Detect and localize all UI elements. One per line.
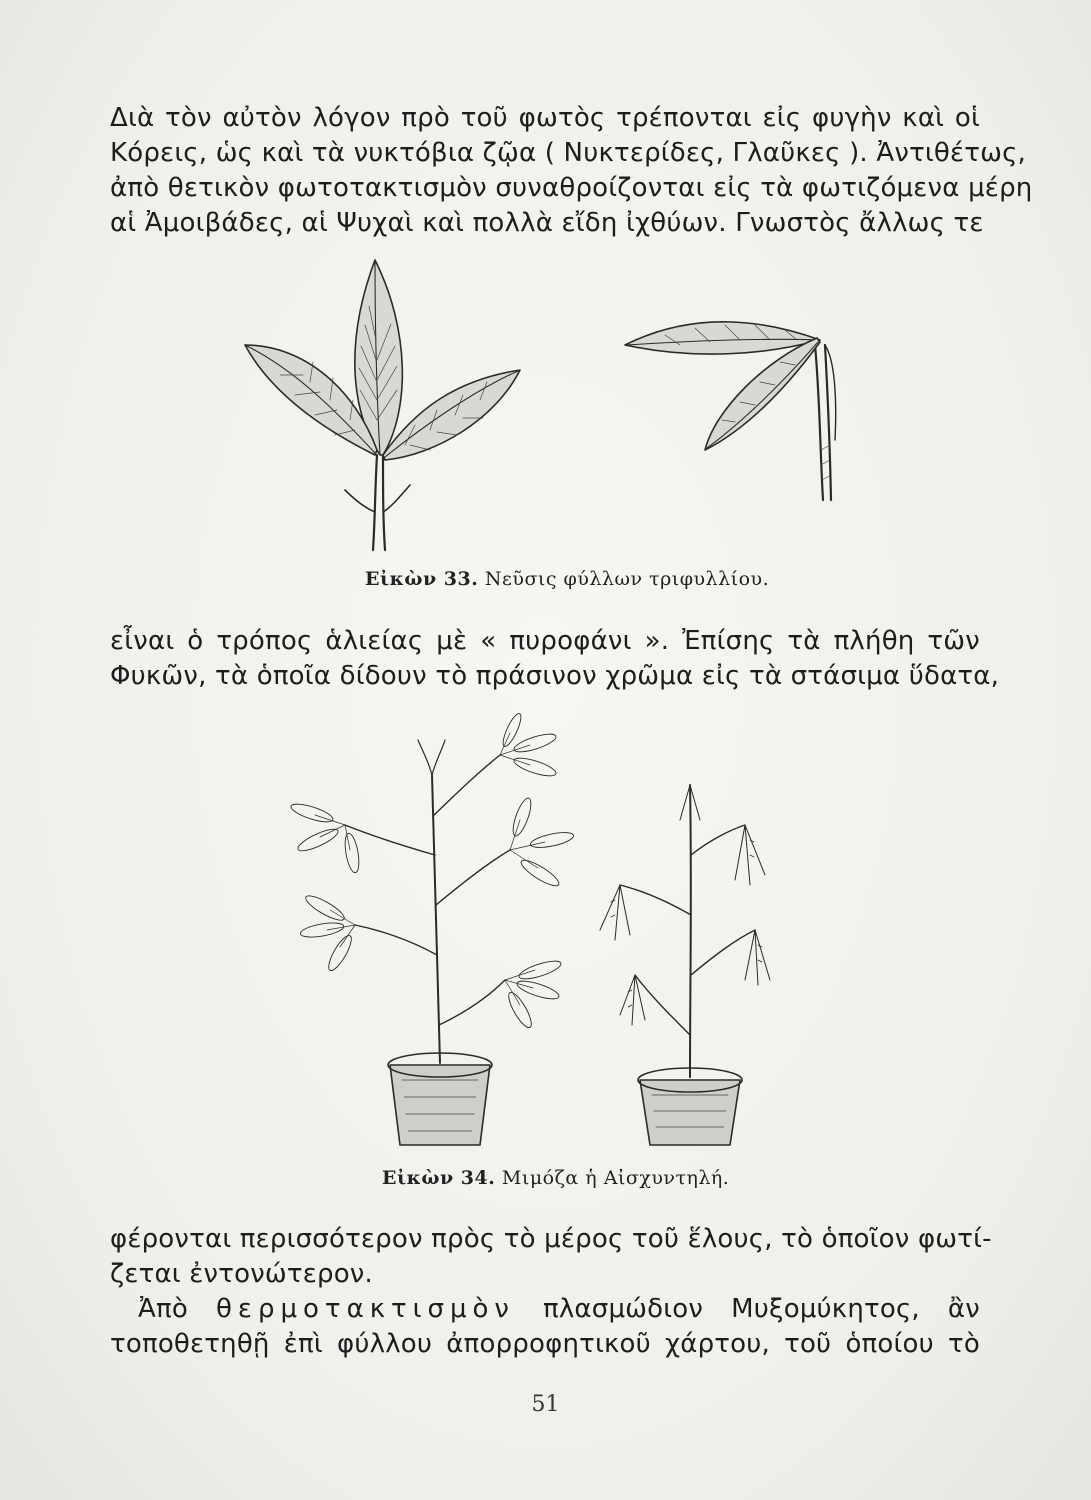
open-leaves-illustration: [245, 260, 520, 550]
paragraph-middle: [110, 624, 1000, 694]
text-line: φέρονται περισσότερον πρὸς τὸ μέρος τοῦ ἕλους, τὸ ὁποῖον φωτί-: [110, 1224, 992, 1254]
text-line: Φυκῶν, τὰ ὁποῖα δίδουν τὸ πράσινον χρῶμα εἰς τὰ στάσιμα ὕδατα,: [110, 661, 1000, 691]
paragraph-top: [110, 101, 1033, 241]
trifoliate-leaf-drawing: [225, 250, 885, 560]
mimosa-open-illustration: [289, 712, 575, 1145]
figure-34-label: Εἰκὼν 34.: [382, 1167, 496, 1189]
text-line: αἱ Ἀμοιβάδες, αἱ Ψυχαὶ καὶ πολλὰ εἴδη ἰχθύων. Γνωστὸς ἄλλως τε: [110, 208, 984, 238]
text-line: Κόρεις, ὡς καὶ τὰ νυκτόβια ζῷα ( Νυκτερίδες, Γλαῦκες ). Ἀντιθέτως,: [110, 138, 1027, 168]
text-line: ἀπὸ θετικὸν φωτοτακτισμὸν συναθροίζονται εἰς τὰ φωτιζόμενα μέρη: [110, 173, 1033, 203]
spaced-term: θερμοτακτισμὸν: [216, 1294, 515, 1324]
mimosa-closed-illustration: [600, 785, 770, 1145]
figure-33-label: Εἰκὼν 33.: [365, 568, 479, 590]
figure-34-caption: [382, 1167, 729, 1189]
figure-33-caption: [365, 568, 769, 590]
text-line: εἶναι ὁ τρόπος ἁλιείας μὲ « πυροφάνι ». Ἐπίσης τὰ πλήθη τῶν: [110, 626, 980, 656]
paragraph-bottom: [110, 1222, 992, 1362]
page-number: 51: [531, 1392, 560, 1417]
text-line: ζεται ἐντονώτερον.: [110, 1259, 373, 1289]
figure-33-text: Νεῦσις φύλλων τριφυλλίου.: [484, 568, 770, 590]
text-fragment: πλασμώδιον Μυξομύκητος, ἂν: [542, 1294, 980, 1324]
text-word: Ἀπὸ: [138, 1294, 188, 1324]
mimosa-plant-drawing: [290, 725, 790, 1150]
text-line: [110, 1292, 980, 1327]
text-line: τοποθετηθῇ ἐπὶ φύλλου ἀπορροφητικοῦ χάρτου, τοῦ ὁποίου τὸ: [110, 1329, 980, 1359]
drooping-leaves-illustration: [625, 322, 836, 500]
figure-34-text: Μιμόζα ἡ Αἰσχυντηλή.: [501, 1167, 730, 1189]
text-line: Διὰ τὸν αὐτὸν λόγον πρὸ τοῦ φωτὸς τρέπονται εἰς φυγὴν καὶ οἱ: [110, 103, 980, 133]
